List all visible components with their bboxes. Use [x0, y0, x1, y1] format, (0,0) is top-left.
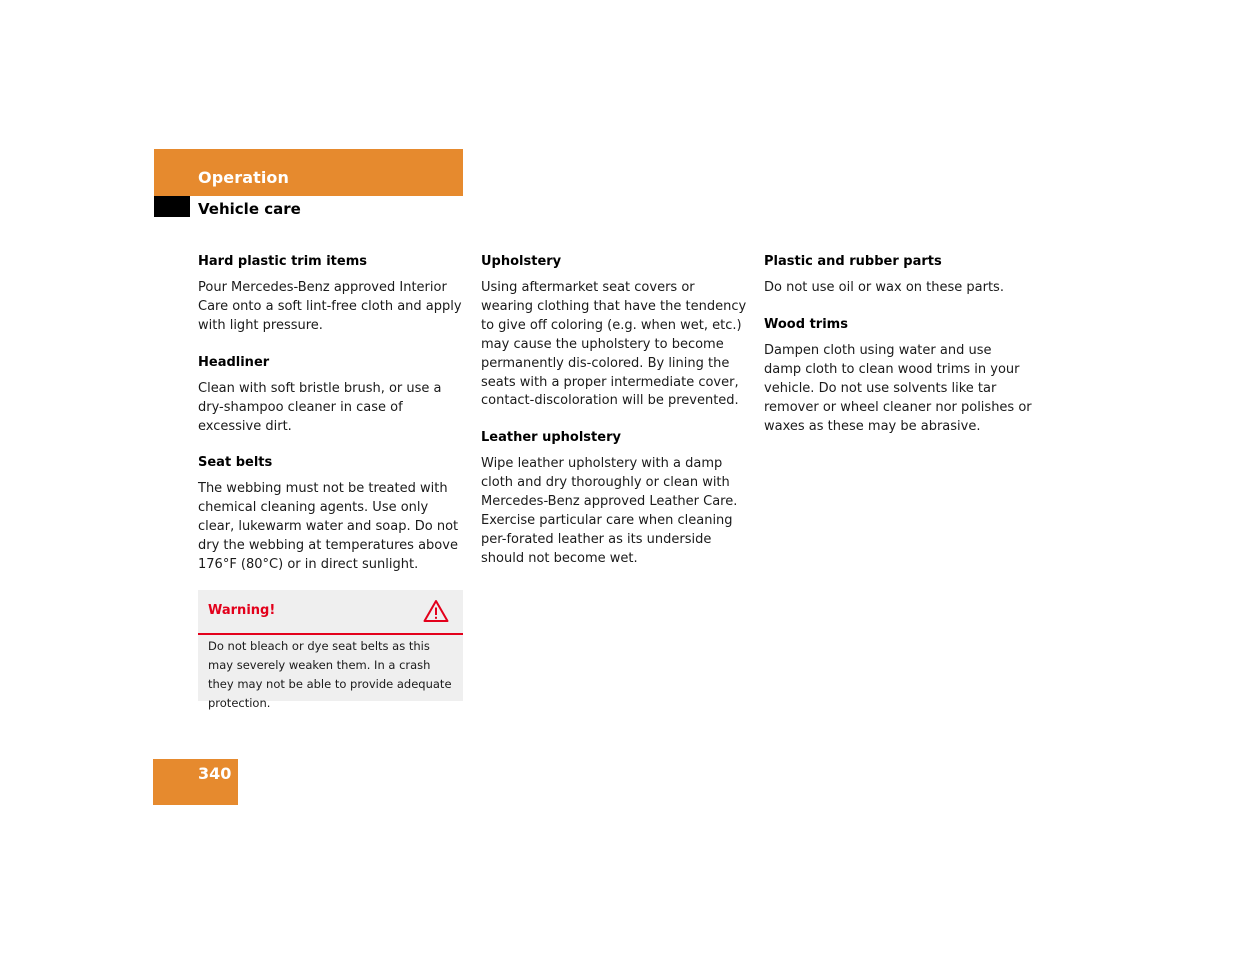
page-number: 340: [198, 764, 232, 783]
content-column-3: [764, 253, 1032, 454]
topic-text: Do not use oil or wax on these parts.: [764, 280, 1004, 295]
warning-triangle-icon: [423, 599, 449, 623]
topic-text: Using aftermarket seat covers or wearing clothing that have the tendency to give off coloring (e.g. when wet, etc.) may cause the upholstery to become permanently dis-colored. By lining the seats with a proper intermediate cover, contact-discoloration will be prevented.: [481, 280, 747, 409]
topic-heading: Headliner: [198, 354, 270, 370]
section-tab-marker: [154, 196, 190, 217]
topic-headliner: [198, 354, 466, 437]
subsection-title: Vehicle care: [198, 200, 301, 218]
warning-label: Warning!: [208, 603, 276, 618]
topic-plastic-rubber-parts: [764, 253, 1032, 298]
topic-text: Pour Mercedes-Benz approved Interior Care onto a soft lint-free cloth and apply with light pressure.: [198, 280, 462, 333]
content-column-1: [198, 253, 466, 593]
topic-heading: Upholstery: [481, 254, 562, 269]
topic-upholstery: [481, 253, 749, 411]
topic-heading: Leather upholstery: [481, 430, 621, 446]
warning-header: [198, 590, 463, 635]
topic-hard-plastic-trim: [198, 253, 466, 336]
topic-text: Clean with soft bristle brush, or use a dry-shampoo cleaner in case of excessive dirt.: [198, 380, 442, 434]
topic-heading: Hard plastic trim items: [198, 254, 367, 269]
topic-wood-trims: [764, 316, 1032, 437]
topic-text: Dampen cloth using water and use damp cloth to clean wood trims in your vehicle. Do not use solvents like tar remover or wheel cleaner nor polishes or waxes as these may be abrasive.: [764, 342, 1032, 434]
topic-heading: Seat belts: [198, 455, 273, 471]
topic-text: Wipe leather upholstery with a damp cloth and dry thoroughly or clean with Mercedes-Benz approved Leather Care. Exercise particular care when cleaning per-forated leather as its underside should not become wet.: [481, 456, 738, 566]
topic-seat-belts: [198, 454, 466, 575]
section-title: Operation: [198, 168, 290, 187]
topic-heading: Wood trims: [764, 316, 848, 332]
topic-leather-upholstery: [481, 429, 749, 568]
warning-text: Do not bleach or dye seat belts as this may severely weaken them. In a crash they may not be able to provide adequate protection.: [208, 639, 452, 710]
warning-box: [198, 590, 463, 710]
topic-heading: Plastic and rubber parts: [764, 254, 942, 269]
topic-text: The webbing must not be treated with chemical cleaning agents. Use only clear, lukewarm water and soap. Do not dry the webbing at temperatures above 176°F (80°C) or in direct sunlight.: [198, 481, 459, 573]
content-column-2: [481, 253, 749, 587]
